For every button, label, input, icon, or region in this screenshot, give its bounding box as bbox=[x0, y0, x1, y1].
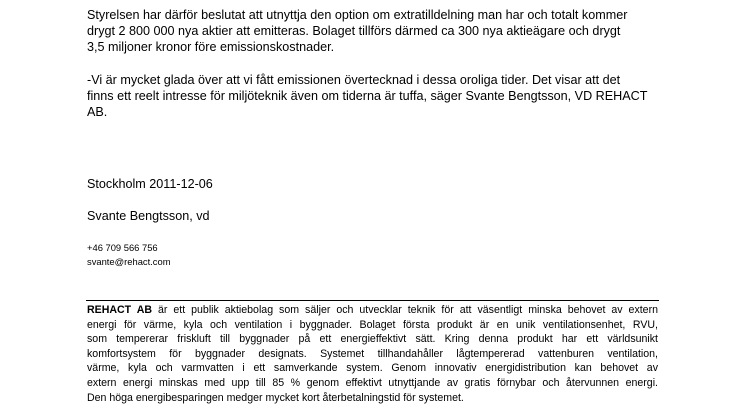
phone-number: +46 709 566 756 bbox=[87, 242, 158, 253]
company-boilerplate bbox=[87, 303, 658, 405]
text-line: -Vi är mycket glada över att vi fått emissionen övertecknad i dessa oroliga tider. Det visar att det bbox=[87, 73, 621, 87]
boilerplate-line: Den höga energibesparingen medger mycket kort återbetalningstid för systemet. bbox=[87, 391, 464, 404]
email-address: svante@rehact.com bbox=[87, 256, 171, 267]
text-line: 3,5 miljoner kronor före emissionskostnader. bbox=[87, 40, 335, 54]
boilerplate-line: energi för värme, kyla och ventilation i byggnader. Bolaget första produkt är en unik ventilationsenhet, RVU, bbox=[87, 318, 658, 331]
paragraph-quote bbox=[87, 72, 687, 120]
text-line: AB. bbox=[87, 105, 108, 119]
divider bbox=[86, 300, 659, 301]
signature: Svante Bengtsson, vd bbox=[87, 209, 210, 223]
boilerplate-line: värme, kyla och varmvatten i ett samverkande system. Genom innovativ energidistribution kan behovet av bbox=[87, 362, 658, 375]
company-name: REHACT AB bbox=[87, 304, 153, 316]
paragraph-allocation bbox=[87, 7, 687, 55]
boilerplate-line bbox=[87, 303, 658, 318]
boilerplate-text: är ett publik aktiebolag som säljer och utvecklar teknik för att väsentligt minska behovet av extern bbox=[152, 304, 658, 316]
text-line: drygt 2 800 000 nya aktier att emitteras. Bolaget tillförs därmed ca 300 nya aktieägare och drygt bbox=[87, 24, 621, 38]
boilerplate-line: komfortsystem för byggnader designats. Systemet tillhandahåller lågtempererad vattenburen ventilation, bbox=[87, 347, 658, 360]
text-line: finns ett reelt intresse för miljöteknik även om tiderna är tuffa, säger Svante Bengtsson, VD REHACT bbox=[87, 89, 648, 103]
boilerplate-line: extern energi minskas med upp till 85 % genom effektivt utnyttjande av gratis förnybar och återvunnen energi. bbox=[87, 376, 658, 389]
place-date: Stockholm 2011-12-06 bbox=[87, 177, 213, 191]
boilerplate-line: som tempererar friskluft till byggnader på ett energieffektivt sätt. Kring denna produkt har ett världsunikt bbox=[87, 333, 658, 346]
text-line: Styrelsen har därför beslutat att utnyttja den option om extratilldelning man har och totalt kommer bbox=[87, 8, 628, 22]
